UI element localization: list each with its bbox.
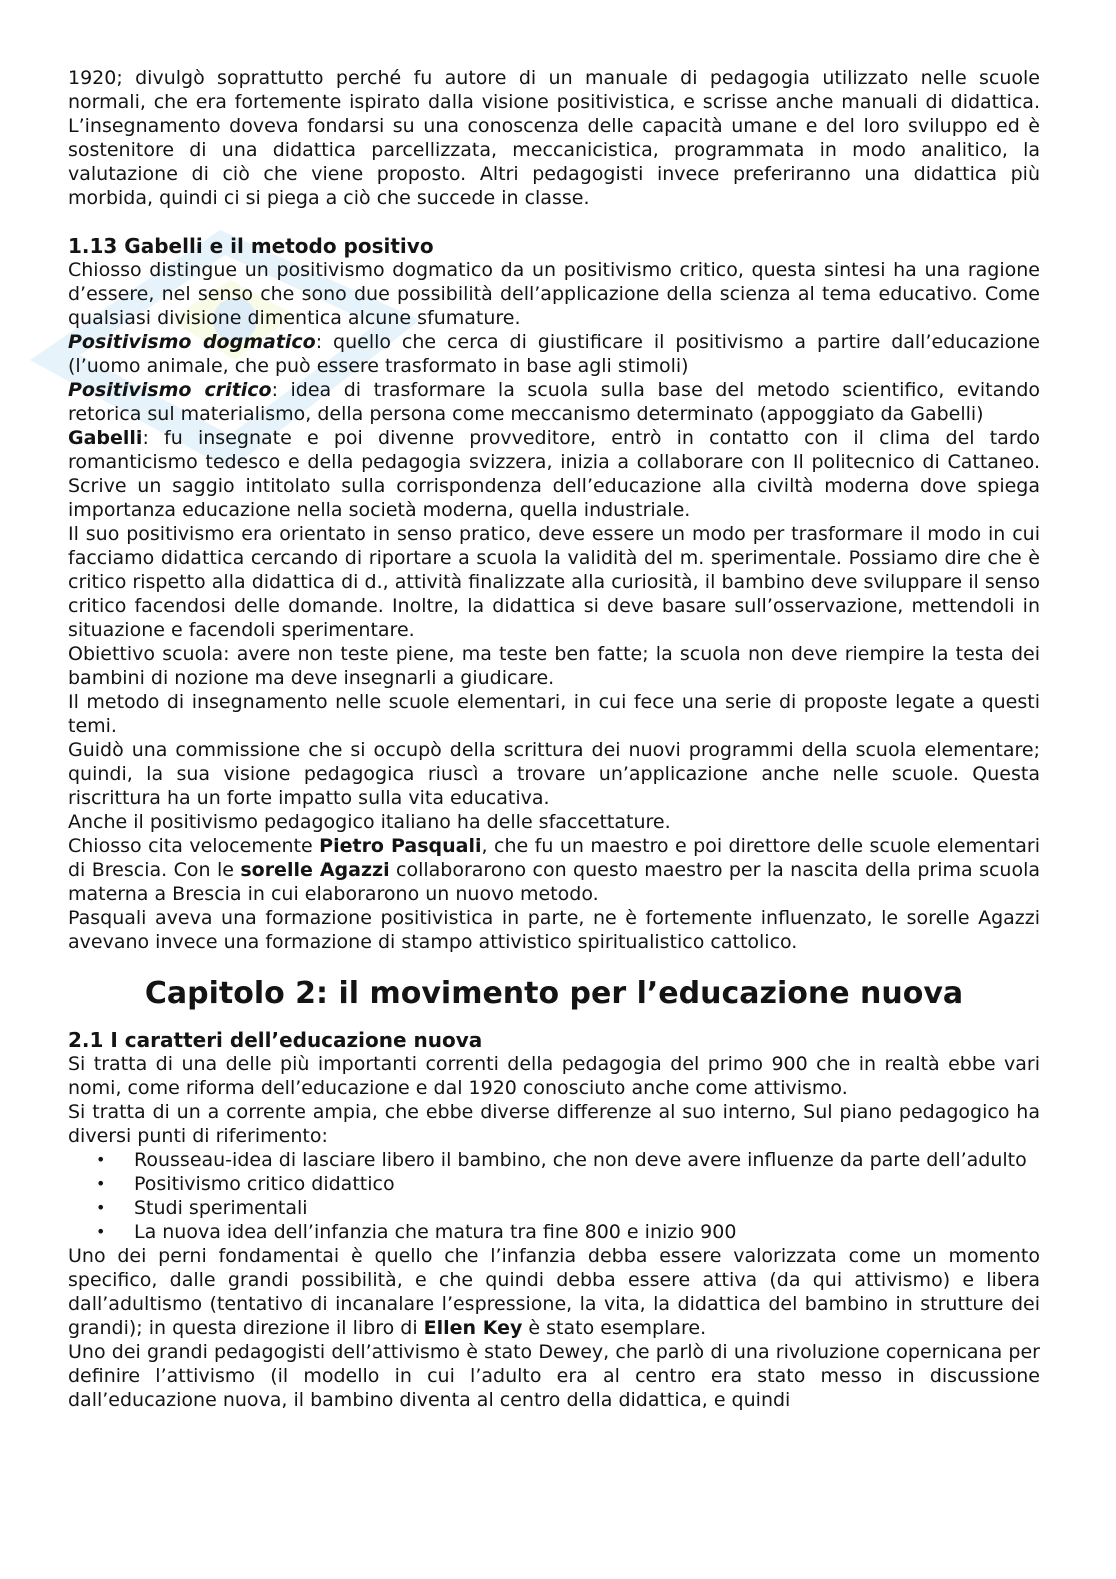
list-item (96, 1196, 1040, 1220)
intro-paragraph: 1920; divulgò soprattutto perché fu autore di un manuale di pedagogia utilizzato nelle scuole normali, che era fortemente ispirato dalla visione positivistica, e scrisse anche manuali di didattica. L’insegnamento doveva fondarsi su una conoscenza delle capacità umane e del loro sviluppo ed è sostenitore di una didattica parcellizzata, meccanicistica, programmata in modo analitico, la valutazione di ciò che viene proposto. Altri pedagogisti invece preferiranno una didattica più morbida, quindi ci si piega a ciò che succede in classe. (68, 67, 1040, 209)
text-run: , che fu un maestro e poi direttore delle scuole elementari di Brescia. Con le (68, 835, 1040, 881)
list-item-text: Positivismo critico didattico (134, 1173, 395, 1195)
term-gabelli: Gabelli (68, 427, 143, 449)
bullet-icon: • (96, 1150, 106, 1169)
paragraph: Obiettivo scuola: avere non teste piene, ma teste ben fatte; la scuola non deve riempire la testa dei bambini di nozione ma deve insegnarli a giudicare. (68, 643, 1040, 689)
definition-text: : quello che cerca di giustificare il positivismo a partire dall’educazione (l’uomo animale, che può essere trasformato in base agli stimoli) (68, 331, 1040, 377)
bullet-icon: • (96, 1174, 106, 1193)
definition-positivismo-dogmatico (68, 330, 1040, 378)
paragraph: Pasquali aveva una formazione positivistica in parte, ne è fortemente influenzato, le sorelle Agazzi avevano invece una formazione di stampo attivistico spiritualistico cattolico. (68, 907, 1040, 953)
definition-gabelli (68, 426, 1040, 522)
paragraph: Si tratta di un a corrente ampia, che ebbe diverse differenze al suo interno, Sul piano pedagogico ha diversi punti di riferimento: (68, 1101, 1040, 1147)
paragraph: Guidò una commissione che si occupò della scrittura dei nuovi programmi della scuola elementare; quindi, la sua visione pedagogica riuscì a trovare un’applicazione anche nelle scuole. Questa riscrittura ha un forte impatto sulla vita educativa. (68, 739, 1040, 809)
bullet-icon: • (96, 1198, 106, 1217)
document-page (68, 66, 1040, 1412)
list-item-text: Rousseau-idea di lasciare libero il bambino, che non deve avere influenze da parte dell’adulto (134, 1149, 1027, 1171)
list-item (96, 1220, 1040, 1244)
paragraph: Anche il positivismo pedagogico italiano ha delle sfaccettature. (68, 811, 671, 833)
definition-positivismo-critico (68, 378, 1040, 426)
text-run: Uno dei perni fondamentai è quello che l’infanzia debba essere valorizzata come un momento specifico, dalle grandi possibilità, e che quindi debba essere attiva (da qui attivismo) e libera dall’adultismo (tentativo di incanalare l’espressione, la vita, la didattica del bambino in strutture dei grandi); in questa direzione il libro di (68, 1245, 1040, 1339)
section-1-13-heading: 1.13 Gabelli e il metodo positivo (68, 234, 434, 258)
bullet-list (68, 1148, 1040, 1244)
paragraph-pasquali (68, 834, 1040, 906)
paragraph: Chiosso distingue un positivismo dogmatico da un positivismo critico, questa sintesi ha una ragione d’essere, nel senso che sono due possibilità dell’applicazione della scienza al tema educativo. Come qualsiasi divisione dimentica alcune sfumature. (68, 259, 1040, 329)
section-2-1-heading: 2.1 I caratteri dell’educazione nuova (68, 1028, 483, 1052)
paragraph-ellen-key (68, 1244, 1040, 1340)
text-run: collaborarono con questo maestro per la nascita della prima scuola materna a Brescia in cui elaborarono un nuovo metodo. (68, 859, 1040, 905)
definition-text: : fu insegnate e poi divenne provveditore, entrò in contatto con il clima del tardo romanticismo tedesco e della pedagogia svizzera, inizia a collaborare con Il politecnico di Cattaneo. Scrive un saggio intitolato sulla corrispondenza dell’educazione alla civiltà moderna dove spiega importanza educazione nella società moderna, quella industriale. (68, 427, 1040, 521)
name-sorelle-agazzi: sorelle Agazzi (240, 859, 390, 881)
name-pietro-pasquali: Pietro Pasquali (319, 835, 482, 857)
definition-text: : idea di trasformare la scuola sulla base del metodo scientifico, evitando retorica sul materialismo, della persona come meccanismo determinato (appoggiato da Gabelli) (68, 379, 1040, 425)
list-item (96, 1172, 1040, 1196)
term-positivismo-dogmatico: Positivismo dogmatico (68, 331, 316, 353)
term-positivismo-critico: Positivismo critico (68, 379, 272, 401)
text-run: Chiosso cita velocemente (68, 835, 320, 857)
list-item (96, 1148, 1040, 1172)
paragraph: Si tratta di una delle più importanti correnti della pedagogia del primo 900 che in realtà ebbe vari nomi, come riforma dell’educazione e dal 1920 conosciuto anche come attivismo. (68, 1053, 1040, 1099)
name-ellen-key: Ellen Key (423, 1317, 523, 1339)
paragraph: Il suo positivismo era orientato in senso pratico, deve essere un modo per trasformare il modo in cui facciamo didattica cercando di riportare a scuola la validità del m. sperimentale. Possiamo dire che è critico rispetto alla didattica di d., attività finalizzate alla curiosità, il bambino deve sviluppare il senso critico facendosi delle domande. Inoltre, la didattica si deve basare sull’osservazione, mettendoli in situazione e facendoli sperimentare. (68, 523, 1040, 641)
chapter-2-title: Capitolo 2: il movimento per l’educazione nuova (144, 976, 964, 1011)
bullet-icon: • (96, 1222, 106, 1241)
paragraph: Uno dei grandi pedagogisti dell’attivismo è stato Dewey, che parlò di una rivoluzione copernicana per definire l’attivismo (il modello in cui l’adulto era al centro era stato messo in discussione dall’educazione nuova, il bambino diventa al centro della didattica, e quindi (68, 1341, 1040, 1411)
list-item-text: Studi sperimentali (134, 1197, 308, 1219)
list-item-text: La nuova idea dell’infanzia che matura tra fine 800 e inizio 900 (134, 1221, 737, 1243)
paragraph: Il metodo di insegnamento nelle scuole elementari, in cui fece una serie di proposte legate a questi temi. (68, 691, 1040, 737)
text-run: è stato esemplare. (522, 1317, 707, 1339)
